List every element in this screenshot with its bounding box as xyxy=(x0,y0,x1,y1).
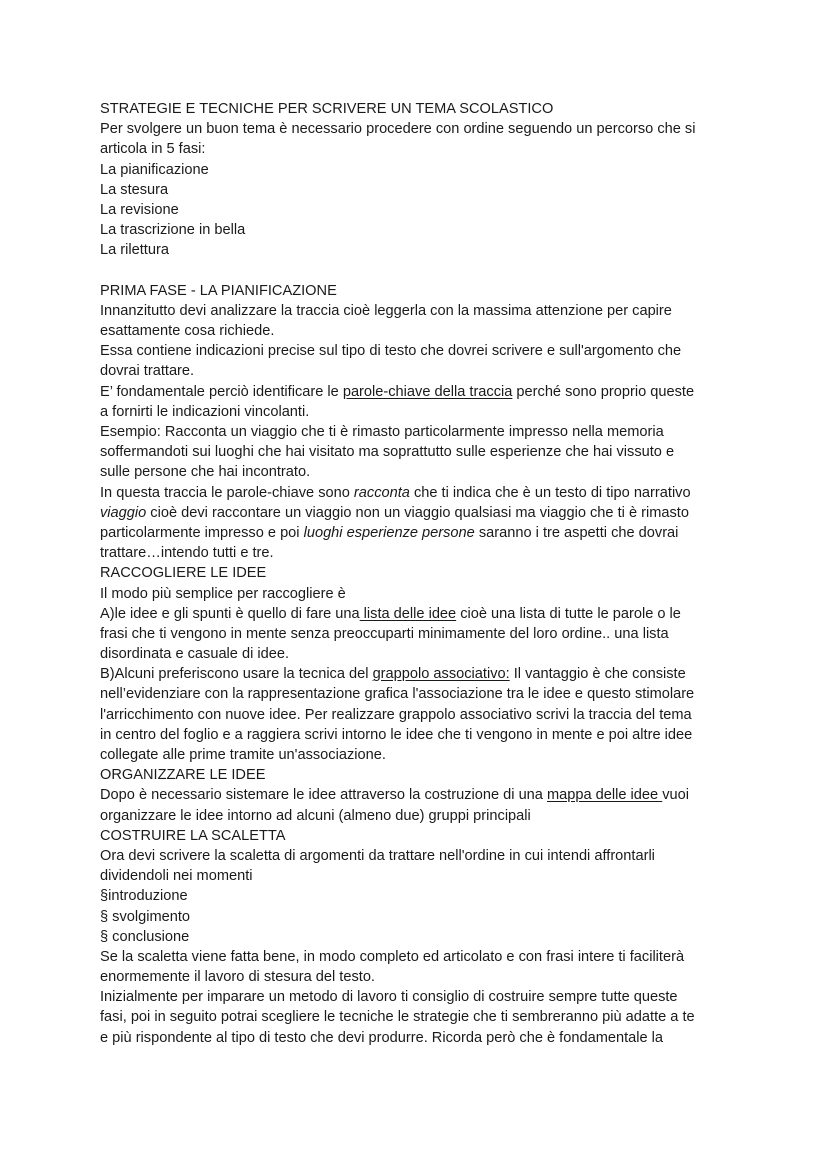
outline-item: § conclusione xyxy=(100,928,190,945)
paragraph-line: l'arricchimento con nuove idee. Per realizzare grappolo associativo scrivi la traccia del tema xyxy=(100,706,692,723)
paragraph-line xyxy=(100,382,740,402)
paragraph-line: frasi che ti vengono in mente senza preoccuparti minimamente del loro ordine.. una lista xyxy=(100,625,669,642)
paragraph-line xyxy=(100,523,740,543)
phase-item: La stesura xyxy=(100,181,169,198)
paragraph-line: e più rispondente al tipo di testo che devi produrre. Ricorda però che è fondamentale la xyxy=(100,1029,664,1046)
paragraph-line xyxy=(100,664,740,684)
paragraph-line: fasi, poi in seguito potrai scegliere le tecniche le strategie che ti sembreranno più adatte a te xyxy=(100,1009,695,1026)
paragraph-line: dividendoli nei momenti xyxy=(100,868,253,885)
document-body xyxy=(100,99,740,1048)
section-heading: RACCOGLIERE LE IDEE xyxy=(100,565,267,582)
underlined-keywords: mappa delle idee xyxy=(546,787,663,804)
text-run: particolarmente impresso e poi xyxy=(100,524,304,541)
paragraph-line xyxy=(100,503,740,523)
text-run: cioè una lista di tutte le parole o le xyxy=(456,605,681,622)
paragraph-line: Se la scaletta viene fatta bene, in modo completo ed articolato e con frasi intere ti faciliterà xyxy=(100,948,685,965)
paragraph-line: Essa contiene indicazioni precise sul tipo di testo che dovrei scrivere e sull'argomento che xyxy=(100,343,682,360)
text-run: perché sono proprio queste xyxy=(512,383,695,400)
phase-item: La revisione xyxy=(100,201,179,218)
paragraph-line: nell’evidenziare con la rappresentazione grafica l'associazione tra le idee e questo stimolare xyxy=(100,686,695,703)
text-run: E’ fondamentale perciò identificare le xyxy=(100,383,343,400)
paragraph-line: in centro del foglio e a raggiera scrivi intorno le idee che ti vengono in mente e poi altre idee xyxy=(100,726,693,743)
paragraph-line: articola in 5 fasi: xyxy=(100,141,206,158)
text-run: che ti indica che è un testo di tipo narrativo xyxy=(409,484,691,501)
text-run: In questa traccia le parole-chiave sono xyxy=(100,484,354,501)
italic-keyword: viaggio xyxy=(100,504,147,521)
example-line: Esempio: Racconta un viaggio che ti è rimasto particolarmente impresso nella memoria xyxy=(100,424,664,440)
paragraph-line: esattamente cosa richiede. xyxy=(100,323,275,340)
phase-item: La rilettura xyxy=(100,242,169,259)
text-run: cioè devi raccontare un viaggio non un viaggio qualsiasi ma viaggio che ti è rimasto xyxy=(146,504,689,521)
paragraph-line: dovrai trattare. xyxy=(100,363,195,380)
example-line: sulle persone che hai incontrato. xyxy=(100,464,311,481)
blank-line xyxy=(100,261,740,281)
paragraph-line: disordinata e casuale di idee. xyxy=(100,646,290,663)
text-run: vuoi xyxy=(662,787,689,804)
text-run: A)le idee e gli spunti è quello di fare una xyxy=(100,605,360,622)
section-heading: ORGANIZZARE LE IDEE xyxy=(100,767,266,784)
section-heading: COSTRUIRE LA SCALETTA xyxy=(100,827,286,844)
italic-keyword: racconta xyxy=(353,484,410,501)
underlined-keywords: lista delle idee xyxy=(359,605,457,622)
paragraph-line: Inizialmente per imparare un metodo di lavoro ti consiglio di costruire sempre tutte queste xyxy=(100,989,678,1006)
text-run: Dopo è necessario sistemare le idee attraverso la costruzione di una xyxy=(100,787,547,804)
section-heading: PRIMA FASE - LA PIANIFICAZIONE xyxy=(100,282,337,299)
text-run: B)Alcuni preferiscono usare la tecnica del xyxy=(100,666,373,683)
outline-item: § svolgimento xyxy=(100,908,191,925)
document-title: STRATEGIE E TECNICHE PER SCRIVERE UN TEMA SCOLASTICO xyxy=(100,101,554,117)
underlined-keywords: grappolo associativo: xyxy=(372,666,510,683)
example-line: soffermandoti sui luoghi che hai visitato ma soprattutto sulle esperienze che hai vissuto e xyxy=(100,444,675,461)
text-run: saranno i tre aspetti che dovrai xyxy=(474,524,679,541)
paragraph-line: Innanzitutto devi analizzare la traccia cioè leggerla con la massima attenzione per capire xyxy=(100,302,672,319)
paragraph-line xyxy=(100,785,740,805)
underlined-keywords: parole-chiave della traccia xyxy=(342,383,513,400)
paragraph-line: collegate alle prime tramite un'associazione. xyxy=(100,747,386,763)
paragraph-line: a fornirti le indicazioni vincolanti. xyxy=(100,403,310,420)
paragraph-line xyxy=(100,483,740,503)
paragraph-line: organizzare le idee intorno ad alcuni (almeno due) gruppi principali xyxy=(100,807,531,824)
paragraph-line: enormemente il lavoro di stesura del testo. xyxy=(100,969,375,986)
italic-keyword: luoghi esperienze persone xyxy=(303,524,475,541)
paragraph-line: Il modo più semplice per raccogliere è xyxy=(100,585,346,602)
phase-item: La trascrizione in bella xyxy=(100,222,246,239)
phase-item: La pianificazione xyxy=(100,161,209,178)
paragraph-line xyxy=(100,604,740,624)
paragraph-line: Per svolgere un buon tema è necessario procedere con ordine seguendo un percorso che si xyxy=(100,121,696,138)
text-run: Il vantaggio è che consiste xyxy=(509,666,686,683)
paragraph-line: Ora devi scrivere la scaletta di argomenti da trattare nell'ordine in cui intendi affrontarli xyxy=(100,847,655,864)
paragraph-line: trattare…intendo tutti e tre. xyxy=(100,545,274,562)
outline-item: §introduzione xyxy=(100,888,188,905)
